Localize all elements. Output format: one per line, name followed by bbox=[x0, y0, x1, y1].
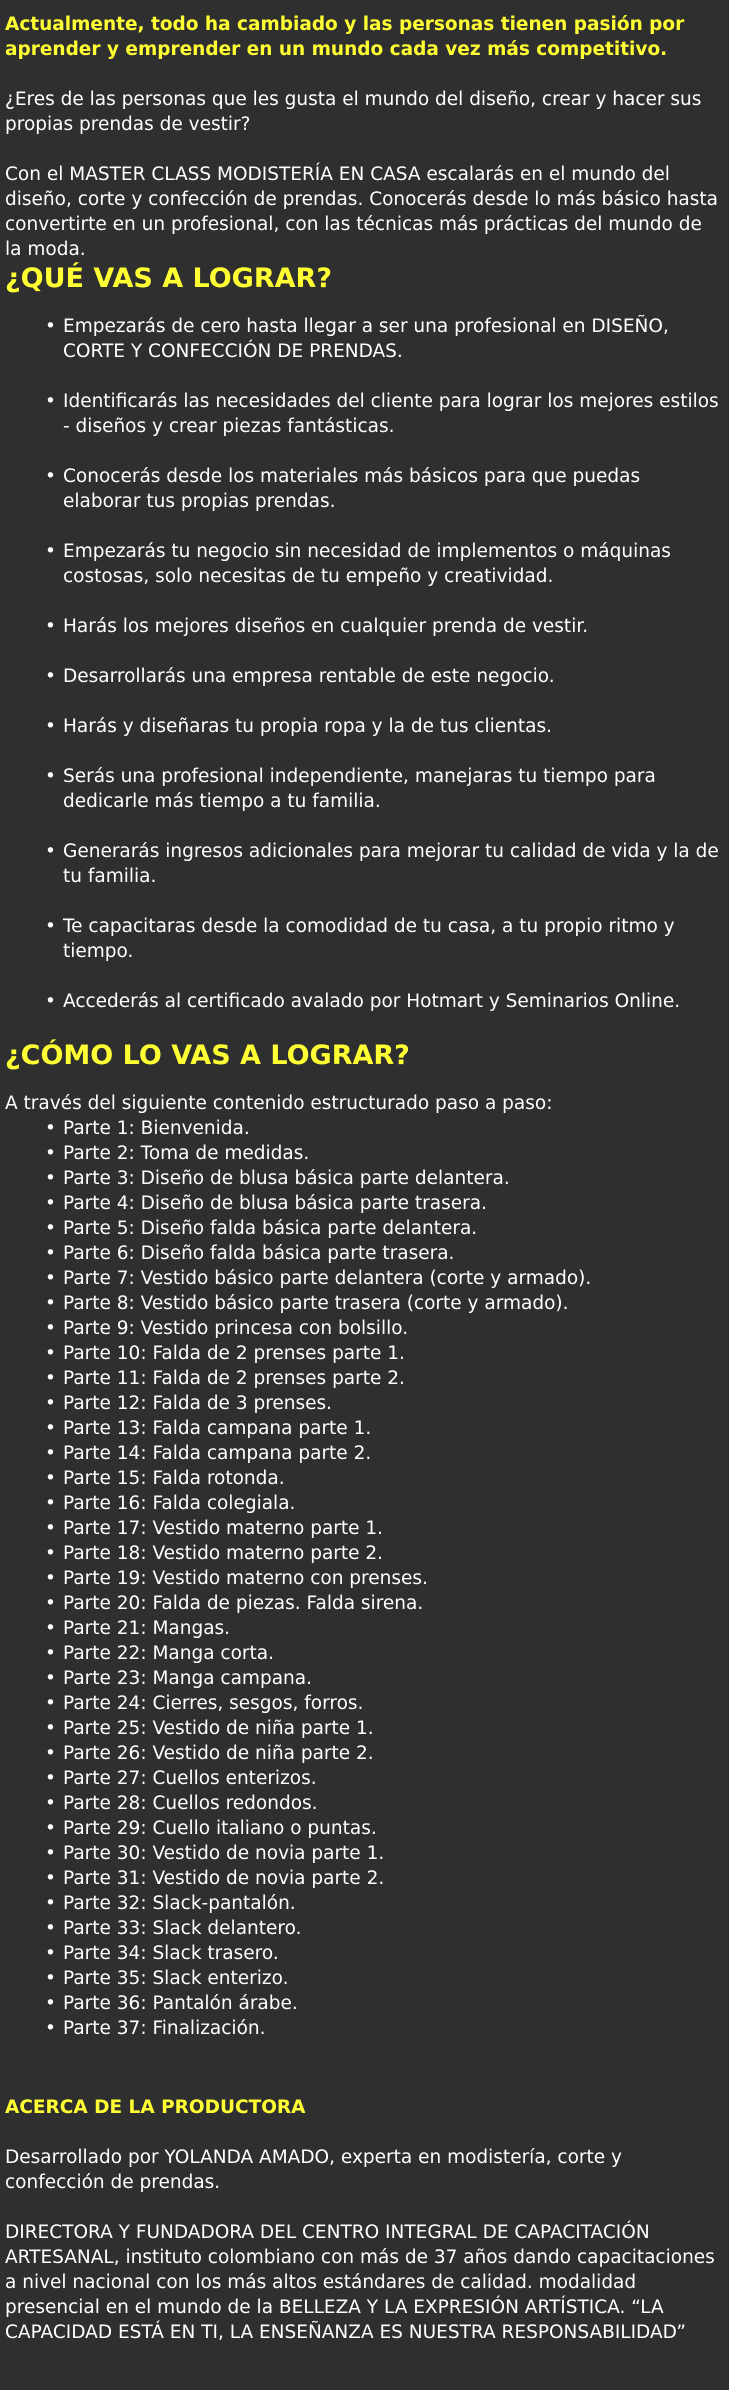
course-part-item: • Parte 32: Slack-pantalón. bbox=[45, 1891, 723, 1916]
course-part-item: • Parte 9: Vestido princesa con bolsillo. bbox=[45, 1316, 723, 1341]
course-part-item: • Parte 23: Manga campana. bbox=[45, 1666, 723, 1691]
course-part-item: • Parte 1: Bienvenida. bbox=[45, 1116, 723, 1141]
goal-item: • Harás los mejores diseños en cualquier prenda de vestir. bbox=[45, 614, 723, 639]
how-heading: ¿CÓMO LO VAS A LOGRAR? bbox=[5, 1040, 410, 1071]
course-part-item: • Parte 12: Falda de 3 prenses. bbox=[45, 1391, 723, 1416]
course-part-item: • Parte 18: Vestido materno parte 2. bbox=[45, 1541, 723, 1566]
how-intro: A través del siguiente contenido estructurado paso a paso: bbox=[5, 1093, 553, 1114]
goal-item: • Harás y diseñaras tu propia ropa y la de tus clientas. bbox=[45, 714, 723, 739]
goal-item: • Identificarás las necesidades del cliente para lograr los mejores estilos - diseños y crear piezas fantásticas. bbox=[45, 389, 723, 439]
course-part-item: • Parte 22: Manga corta. bbox=[45, 1641, 723, 1666]
goal-item: • Conocerás desde los materiales más básicos para que puedas elaborar tus propias prendas. bbox=[45, 464, 723, 514]
course-part-item: • Parte 14: Falda campana parte 2. bbox=[45, 1441, 723, 1466]
about-heading: ACERCA DE LA PRODUCTORA bbox=[5, 2097, 306, 2118]
course-part-item: • Parte 7: Vestido básico parte delantera (corte y armado). bbox=[45, 1266, 723, 1291]
course-part-item: • Parte 28: Cuellos redondos. bbox=[45, 1791, 723, 1816]
about-paragraph-institute: DIRECTORA Y FUNDADORA DEL CENTRO INTEGRAL DE CAPACITACIÓN ARTESANAL, instituto colombiano con más de 37 años dando capacitaciones a nivel nacional con los más altos estándares de calidad. modalidad presencial en el mundo de la BELLEZA Y LA EXPRESIÓN ARTÍSTICA. “LA CAPACIDAD ESTÁ EN TI, LA ENSEÑANZA ES NUESTRA RESPONSABILIDAD” bbox=[5, 2222, 715, 2343]
course-part-item: • Parte 11: Falda de 2 prenses parte 2. bbox=[45, 1366, 723, 1391]
goal-item: • Generarás ingresos adicionales para mejorar tu calidad de vida y la de tu familia. bbox=[45, 839, 723, 889]
course-part-item: • Parte 33: Slack delantero. bbox=[45, 1916, 723, 1941]
course-part-item: • Parte 36: Pantalón árabe. bbox=[45, 1991, 723, 2016]
course-part-item: • Parte 15: Falda rotonda. bbox=[45, 1466, 723, 1491]
course-part-item: • Parte 13: Falda campana parte 1. bbox=[45, 1416, 723, 1441]
course-part-item: • Parte 8: Vestido básico parte trasera (corte y armado). bbox=[45, 1291, 723, 1316]
course-parts-list bbox=[5, 1116, 723, 2041]
course-part-item: • Parte 4: Diseño de blusa básica parte trasera. bbox=[45, 1191, 723, 1216]
course-part-item: • Parte 6: Diseño falda básica parte trasera. bbox=[45, 1241, 723, 1266]
goals-list bbox=[5, 314, 723, 1014]
course-part-item: • Parte 2: Toma de medidas. bbox=[45, 1141, 723, 1166]
course-part-item: • Parte 26: Vestido de niña parte 2. bbox=[45, 1741, 723, 1766]
course-part-item: • Parte 34: Slack trasero. bbox=[45, 1941, 723, 1966]
course-part-item: • Parte 37: Finalización. bbox=[45, 2016, 723, 2041]
goals-heading: ¿QUÉ VAS A LOGRAR? bbox=[5, 263, 332, 294]
course-part-item: • Parte 27: Cuellos enterizos. bbox=[45, 1766, 723, 1791]
course-part-item: • Parte 29: Cuello italiano o puntas. bbox=[45, 1816, 723, 1841]
course-part-item: • Parte 20: Falda de piezas. Falda sirena. bbox=[45, 1591, 723, 1616]
goal-item: • Empezarás de cero hasta llegar a ser una profesional en DISEÑO, CORTE Y CONFECCIÓN DE PRENDAS. bbox=[45, 314, 723, 364]
goal-item: • Serás una profesional independiente, manejaras tu tiempo para dedicarle más tiempo a tu familia. bbox=[45, 764, 723, 814]
course-part-item: • Parte 5: Diseño falda básica parte delantera. bbox=[45, 1216, 723, 1241]
course-part-item: • Parte 30: Vestido de novia parte 1. bbox=[45, 1841, 723, 1866]
course-part-item: • Parte 3: Diseño de blusa básica parte delantera. bbox=[45, 1166, 723, 1191]
goal-item: • Accederás al certificado avalado por Hotmart y Seminarios Online. bbox=[45, 989, 723, 1014]
about-paragraph-author: Desarrollado por YOLANDA AMADO, experta en modistería, corte y confección de prendas. bbox=[5, 2147, 622, 2193]
course-part-item: • Parte 25: Vestido de niña parte 1. bbox=[45, 1716, 723, 1741]
course-part-item: • Parte 16: Falda colegiala. bbox=[45, 1491, 723, 1516]
goal-item: • Desarrollarás una empresa rentable de este negocio. bbox=[45, 664, 723, 689]
course-part-item: • Parte 31: Vestido de novia parte 2. bbox=[45, 1866, 723, 1891]
goal-item: • Te capacitaras desde la comodidad de tu casa, a tu propio ritmo y tiempo. bbox=[45, 914, 723, 964]
course-part-item: • Parte 19: Vestido materno con prenses. bbox=[45, 1566, 723, 1591]
course-part-item: • Parte 35: Slack enterizo. bbox=[45, 1966, 723, 1991]
intro-highlight: Actualmente, todo ha cambiado y las personas tienen pasión por aprender y emprender en un mundo cada vez más competitivo. bbox=[5, 14, 685, 60]
intro-question: ¿Eres de las personas que les gusta el mundo del diseño, crear y hacer sus propias prendas de vestir? bbox=[5, 89, 702, 135]
course-part-item: • Parte 10: Falda de 2 prenses parte 1. bbox=[45, 1341, 723, 1366]
intro-description: Con el MASTER CLASS MODISTERÍA EN CASA escalarás en el mundo del diseño, corte y confección de prendas. Conocerás desde lo más básico hasta convertirte en un profesional, con las técnicas más prácticas del mundo de la moda. bbox=[5, 164, 718, 260]
course-part-item: • Parte 17: Vestido materno parte 1. bbox=[45, 1516, 723, 1541]
course-part-item: • Parte 24: Cierres, sesgos, forros. bbox=[45, 1691, 723, 1716]
course-part-item: • Parte 21: Mangas. bbox=[45, 1616, 723, 1641]
goal-item: • Empezarás tu negocio sin necesidad de implementos o máquinas costosas, solo necesitas de tu empeño y creatividad. bbox=[45, 539, 723, 589]
